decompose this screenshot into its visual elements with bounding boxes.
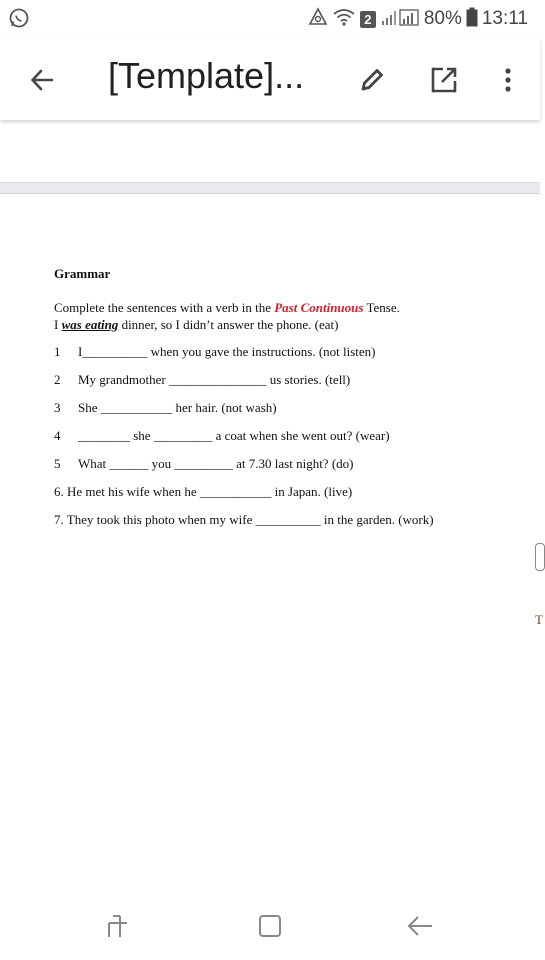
example-suffix: dinner, so I didn’t answer the phone. (eat) — [118, 317, 339, 332]
example-answer: was eating — [61, 317, 119, 332]
instruction-text: Complete the sentences with a verb in the — [54, 300, 275, 315]
exercise-item — [54, 428, 390, 444]
exercise-item — [54, 456, 354, 472]
clock: 13:11 — [481, 8, 528, 29]
open-in-new-icon — [429, 65, 459, 95]
document-title: [Template]... — [108, 55, 305, 96]
item-text: 6. He met his wife when he ___________ in Japan. (live) — [54, 484, 353, 499]
status-icons — [308, 6, 528, 32]
more-options-button[interactable] — [490, 60, 526, 100]
data-saver-icon — [308, 7, 328, 32]
item-text: My grandmother _______________ us stories. (tell) — [78, 372, 351, 387]
wifi-icon — [332, 7, 356, 32]
item-text: What ______ you _________ at 7.30 last night? (do) — [78, 456, 354, 471]
example-line — [54, 317, 339, 333]
whatsapp-icon — [8, 7, 32, 31]
section-heading: Grammar — [54, 266, 111, 281]
status-bar — [0, 0, 540, 38]
sim-badge: 2 — [360, 11, 376, 28]
item-number: 2 — [54, 372, 61, 387]
pencil-icon — [358, 66, 386, 94]
next-page-letter: T — [535, 612, 543, 627]
more-vert-icon — [504, 67, 512, 93]
open-in-new-button[interactable] — [424, 60, 464, 100]
home-icon — [255, 911, 285, 941]
exercise-item — [54, 400, 277, 416]
home-button[interactable] — [250, 910, 290, 942]
instruction-line — [54, 300, 400, 316]
example-prefix: I — [54, 317, 62, 332]
item-number: 5 — [54, 456, 61, 471]
item-text: ________ she _________ a coat when she went out? (wear) — [78, 428, 390, 443]
exercise-item — [54, 372, 350, 388]
exercise-item — [54, 344, 376, 360]
battery-icon — [466, 7, 478, 32]
item-number: 3 — [54, 400, 61, 415]
tense-name: Past Continuous — [274, 300, 364, 315]
recent-apps-button[interactable] — [98, 910, 138, 942]
item-text: I__________ when you gave the instructions. (not listen) — [78, 344, 376, 359]
item-text: She ___________ her hair. (not wash) — [78, 400, 277, 415]
back-nav-button[interactable] — [400, 910, 440, 942]
item-text: 7. They took this photo when my wife __________ in the garden. (work) — [54, 512, 434, 527]
battery-percent: 80% — [423, 8, 462, 29]
instruction-suffix: Tense. — [363, 300, 400, 315]
back-button[interactable] — [22, 60, 62, 100]
app-bar — [0, 38, 540, 120]
nav-back-icon — [405, 911, 435, 941]
exercise-item — [54, 484, 352, 500]
exercise-item — [54, 512, 434, 528]
navigation-bar — [0, 890, 540, 960]
arrow-back-icon — [29, 67, 55, 93]
page-separator — [0, 182, 540, 194]
next-page-edge — [535, 543, 545, 571]
recent-apps-icon — [103, 911, 133, 941]
item-number: 1 — [54, 344, 61, 359]
edit-button[interactable] — [352, 60, 392, 100]
item-number: 4 — [54, 428, 61, 443]
signal-icon — [380, 7, 420, 32]
